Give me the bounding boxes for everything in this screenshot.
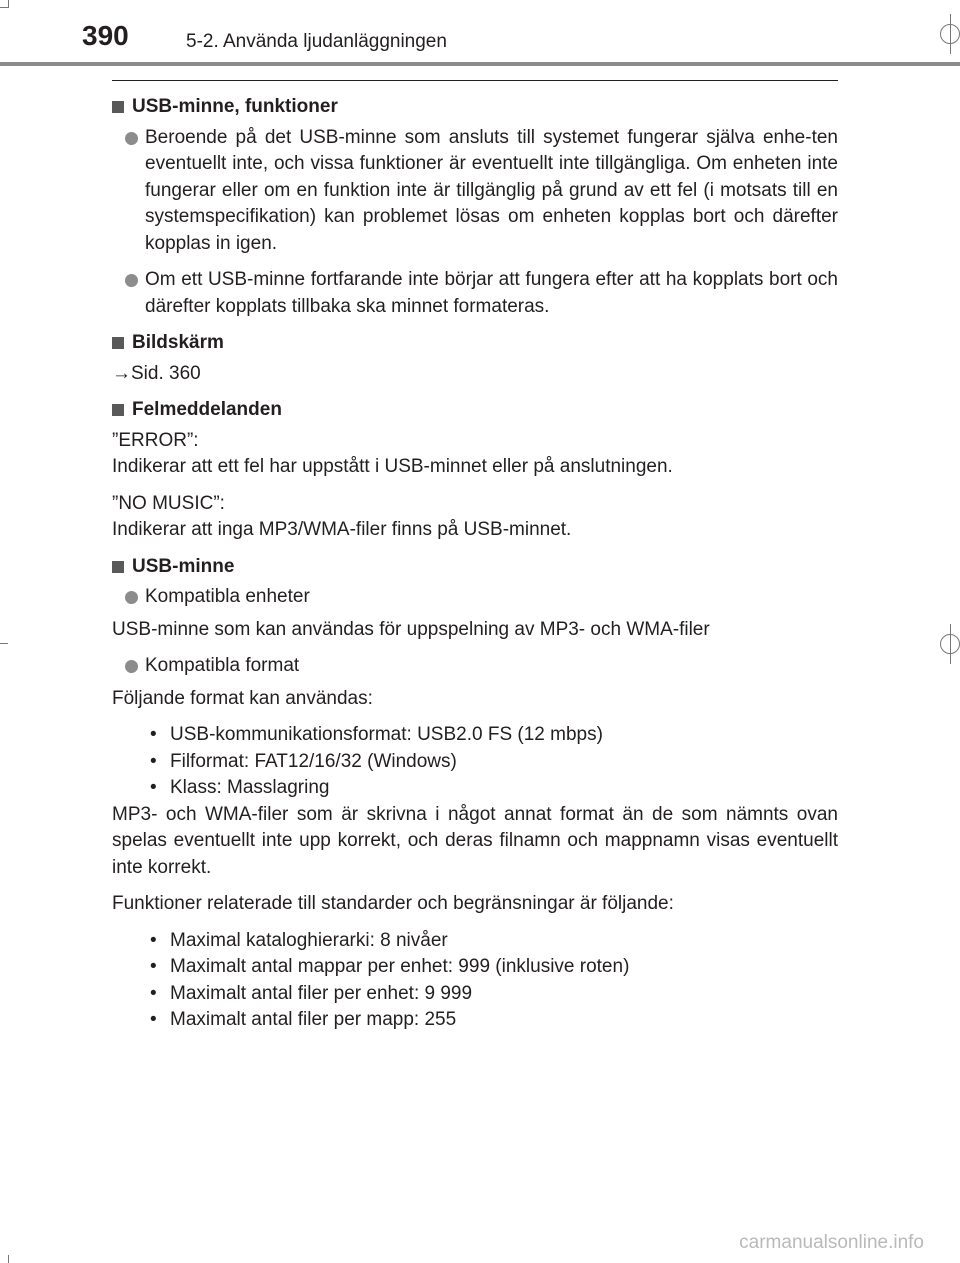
circle-bullet-icon bbox=[125, 660, 138, 673]
square-bullet-icon bbox=[112, 404, 124, 416]
circle-bullet-icon bbox=[125, 132, 138, 145]
error-item bbox=[112, 428, 838, 481]
watermark: carmanualsonline.info bbox=[739, 1232, 924, 1253]
square-bullet-icon bbox=[112, 561, 124, 573]
square-bullet-icon bbox=[112, 337, 124, 349]
circle-bullet-icon bbox=[125, 274, 138, 287]
content-divider bbox=[112, 80, 838, 81]
crop-mark bbox=[8, 1255, 9, 1263]
header-rule bbox=[0, 62, 960, 66]
section-heading-usb-functions: USB-minne, funktioner bbox=[112, 94, 838, 121]
formats-list bbox=[150, 722, 838, 802]
error-code: ”ERROR”: bbox=[112, 429, 199, 451]
section-heading-errors: Felmeddelanden bbox=[112, 397, 838, 424]
crop-mark bbox=[950, 624, 951, 664]
page-reference: →Sid. 360 bbox=[112, 362, 201, 384]
compatible-devices-text: USB-minne som kan användas för uppspelning av MP3- och WMA-filer bbox=[112, 618, 710, 640]
list-item: Kompatibla enheter bbox=[112, 584, 838, 611]
page-number: 390 bbox=[82, 20, 129, 51]
error-item bbox=[112, 491, 838, 544]
formats-note: MP3- och WMA-filer som är skrivna i något annat format än de som nämnts ovan spelas eventuellt inte upp korrekt, och deras filnamn och mappnamn visas eventuellt inte korrekt. bbox=[112, 803, 838, 878]
section-heading-display: Bildskärm bbox=[112, 330, 838, 357]
crop-mark bbox=[950, 14, 951, 54]
list-item: • Maximalt antal filer per enhet: 9 999 bbox=[150, 982, 473, 1004]
chapter-title: 5-2. Använda ljudanläggningen bbox=[186, 31, 447, 52]
error-description: Indikerar att ett fel har uppstått i USB-minnet eller på anslutningen. bbox=[112, 456, 673, 477]
section-heading-usb-memory: USB-minne bbox=[112, 554, 838, 581]
crop-mark bbox=[8, 0, 9, 8]
page-content bbox=[112, 94, 838, 1034]
square-bullet-icon bbox=[112, 101, 124, 113]
crop-mark bbox=[0, 7, 8, 8]
list-item: • Maximalt antal mappar per enhet: 999 (inklusive roten) bbox=[150, 956, 630, 977]
list-item: • USB-kommunikationsformat: USB2.0 FS (12 mbps) bbox=[150, 724, 603, 745]
list-item: Kompatibla format bbox=[112, 653, 838, 680]
list-item: Beroende på det USB-minne som ansluts till systemet fungerar själva enhe-ten eventuellt inte, och vissa funktioner är eventuellt inte tillgängliga. Om enheten inte fungerar eller om en funktion inte är tillgänglig på grund av ett fel (i motsats till en systemspecifikation) kan problemet lösas om enheten kopplas bort och därefter kopplas in igen. bbox=[112, 125, 838, 258]
error-description: Indikerar att inga MP3/WMA-filer finns på USB-minnet. bbox=[112, 519, 572, 540]
limits-list bbox=[150, 928, 838, 1034]
list-item: • Maximalt antal filer per mapp: 255 bbox=[150, 1009, 457, 1030]
list-item: Om ett USB-minne fortfarande inte börjar att fungera efter att ha kopplats bort och därefter kopplats tillbaka ska minnet formateras. bbox=[112, 267, 838, 320]
error-code: ”NO MUSIC”: bbox=[112, 492, 225, 514]
circle-bullet-icon bbox=[125, 591, 138, 604]
list-item: • Filformat: FAT12/16/32 (Windows) bbox=[150, 750, 457, 772]
list-item: • Klass: Masslagring bbox=[150, 777, 330, 798]
formats-intro: Följande format kan användas: bbox=[112, 687, 373, 709]
list-item: • Maximal kataloghierarki: 8 nivåer bbox=[150, 929, 448, 951]
crop-mark bbox=[0, 643, 8, 644]
limits-intro: Funktioner relaterade till standarder och begränsningar är följande: bbox=[112, 893, 674, 914]
